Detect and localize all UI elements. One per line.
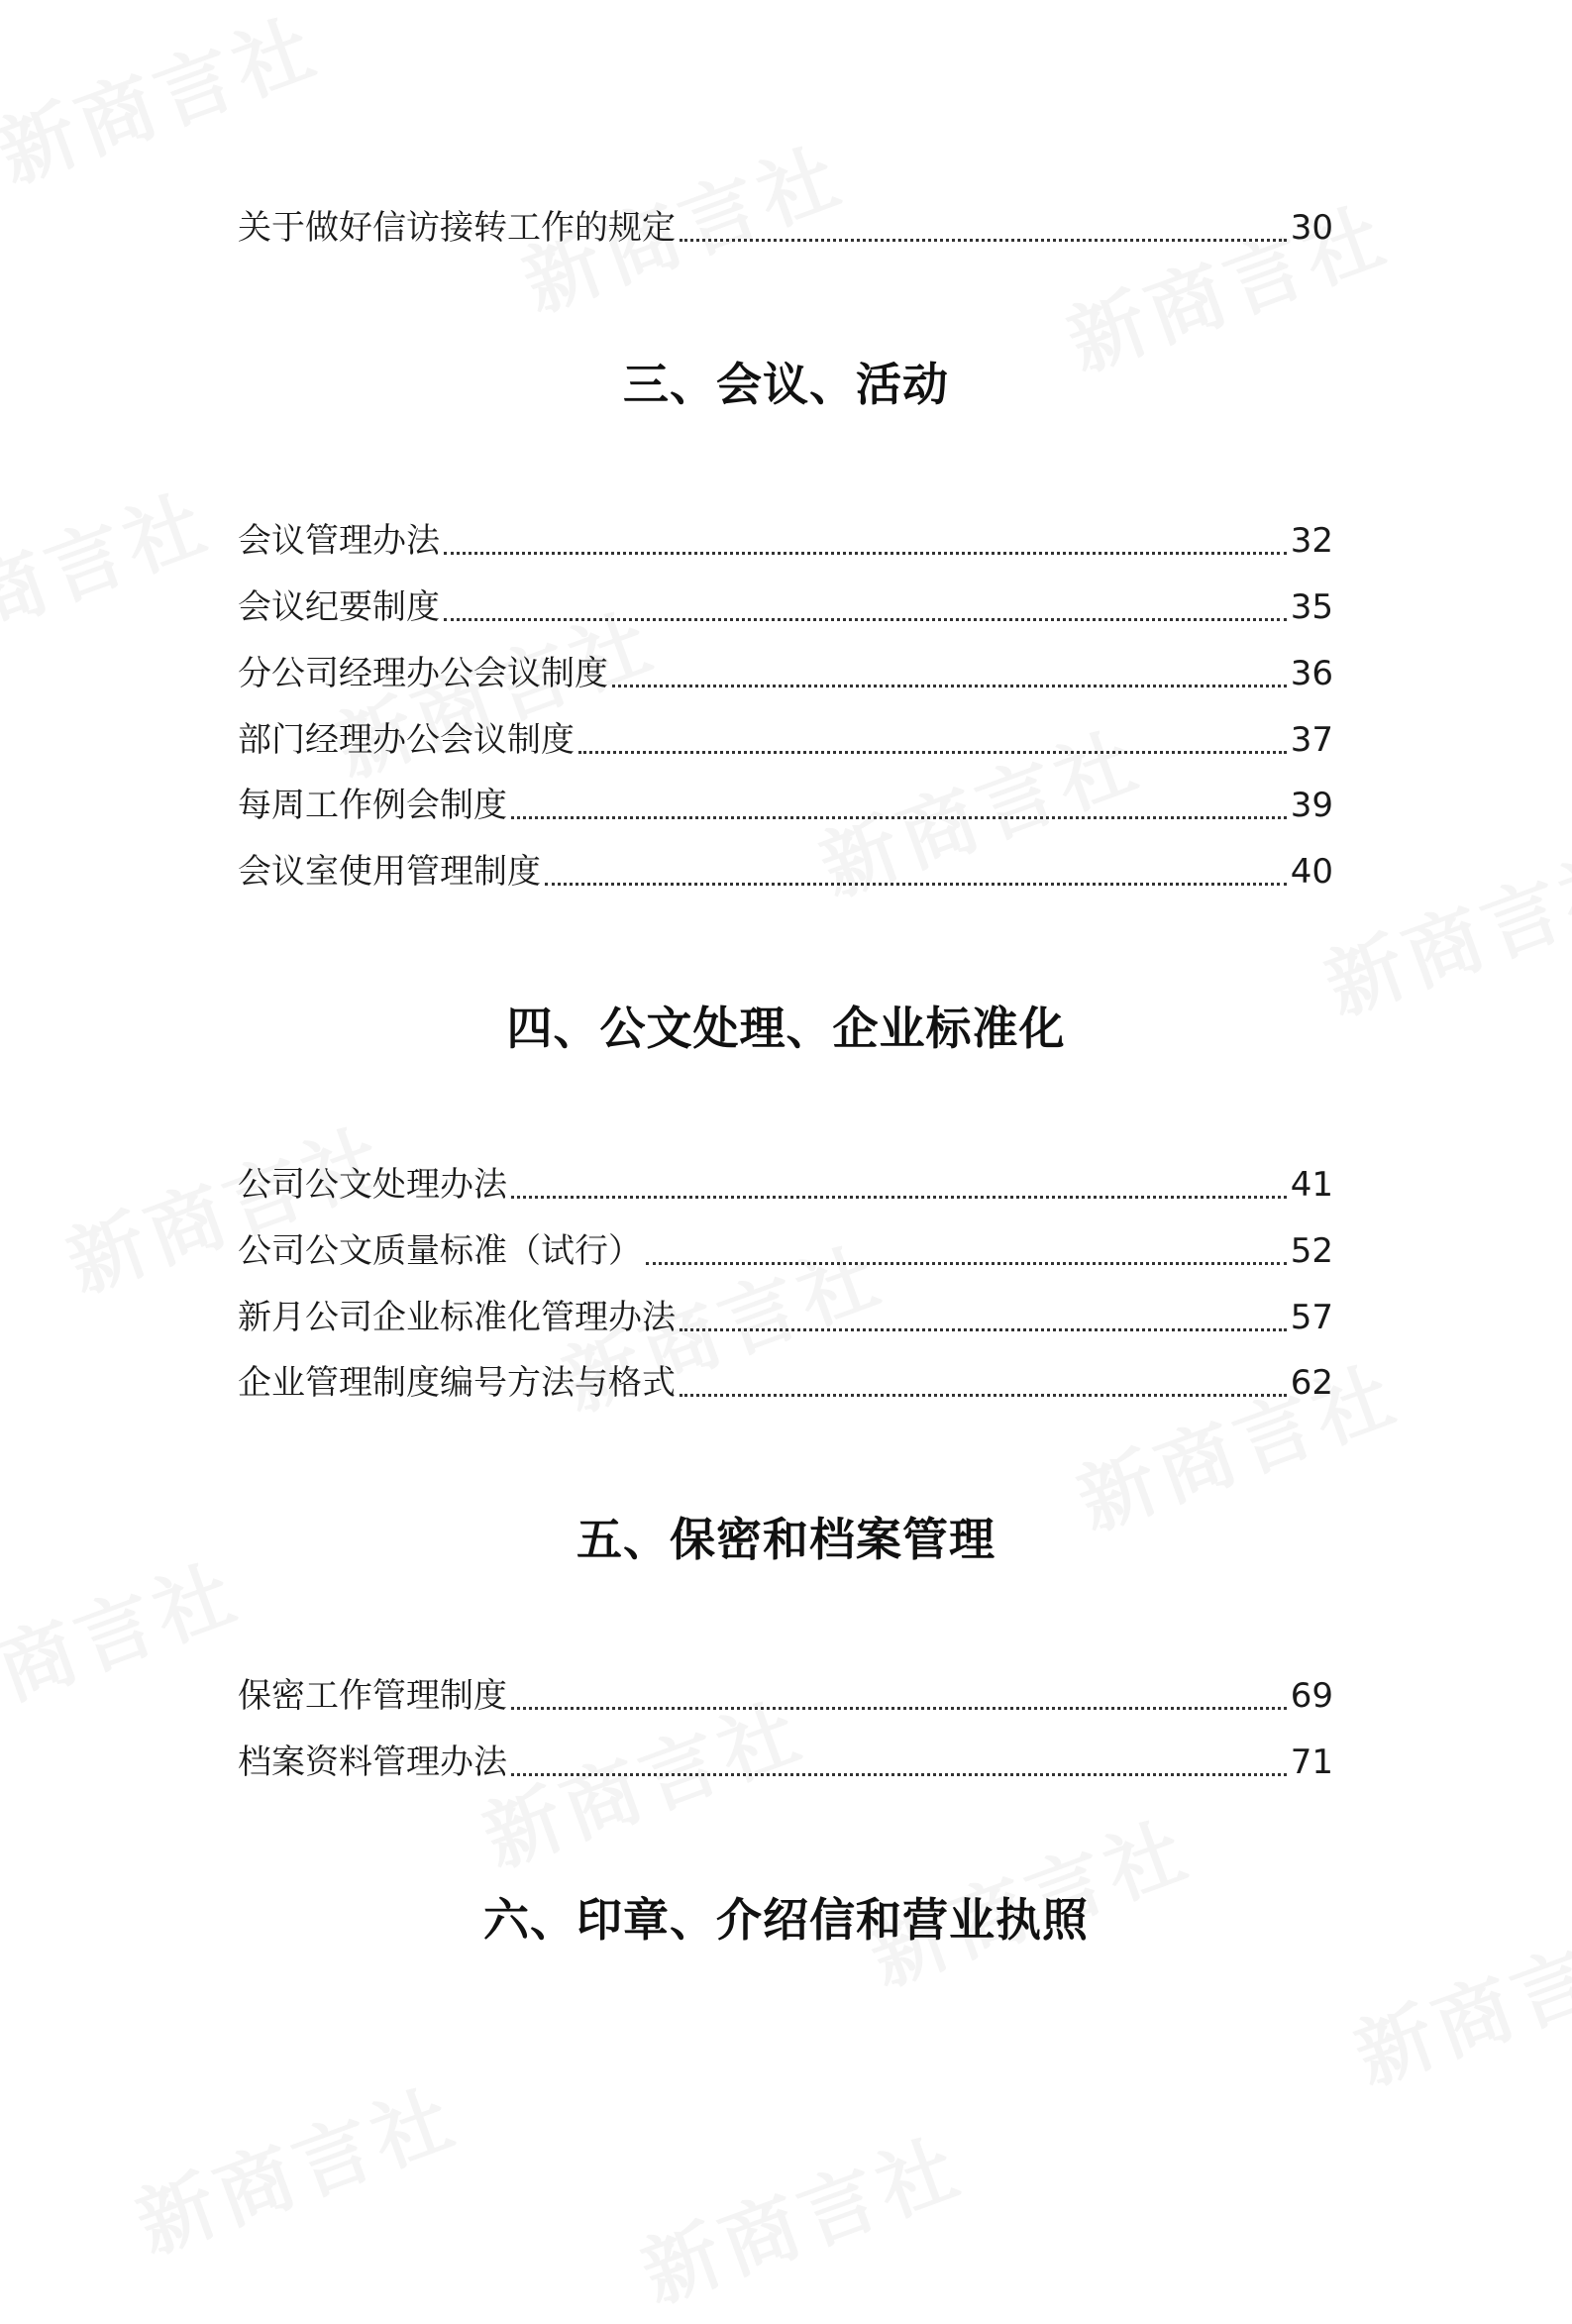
toc-entry[interactable] bbox=[238, 1292, 1333, 1343]
toc-entry-title: 档案资料管理办法 bbox=[238, 1743, 507, 1782]
toc-entry[interactable] bbox=[238, 1670, 1333, 1722]
toc-dot-leader bbox=[511, 1707, 1287, 1710]
toc-entry[interactable] bbox=[238, 1225, 1333, 1277]
toc-entry[interactable] bbox=[238, 1357, 1333, 1409]
toc-entry-page: 30 bbox=[1290, 208, 1333, 248]
toc-entry-title: 保密工作管理制度 bbox=[238, 1676, 507, 1716]
toc-entry-title: 会议管理办法 bbox=[238, 521, 440, 561]
toc-entry-title: 部门经理办公会议制度 bbox=[238, 720, 575, 760]
toc-entry-page: 69 bbox=[1290, 1676, 1333, 1716]
toc-dot-leader bbox=[612, 685, 1287, 687]
toc-entry-page: 35 bbox=[1290, 587, 1333, 627]
toc-entry-page: 40 bbox=[1290, 852, 1333, 892]
toc-dot-leader bbox=[578, 751, 1287, 754]
toc-dot-leader bbox=[511, 1196, 1287, 1199]
toc-entry-page: 32 bbox=[1290, 521, 1333, 561]
toc-entry-title: 分公司经理办公会议制度 bbox=[238, 654, 608, 693]
section-heading: 三、会议、活动 bbox=[623, 358, 949, 411]
toc-dot-leader bbox=[680, 1394, 1287, 1397]
toc-dot-leader bbox=[511, 1773, 1287, 1776]
toc-entry-page: 52 bbox=[1290, 1231, 1333, 1271]
toc-entry-title: 企业管理制度编号方法与格式 bbox=[238, 1363, 676, 1403]
toc-entry[interactable] bbox=[238, 714, 1333, 766]
toc-entry[interactable] bbox=[238, 1159, 1333, 1211]
toc-dot-leader bbox=[646, 1262, 1287, 1265]
toc-entry[interactable] bbox=[238, 515, 1333, 567]
toc-dot-leader bbox=[511, 816, 1287, 819]
toc-entry[interactable] bbox=[238, 780, 1333, 831]
toc-entry[interactable] bbox=[238, 846, 1333, 898]
toc-entry-title: 公司公文质量标准（试行） bbox=[238, 1231, 642, 1271]
toc-entry-page: 41 bbox=[1290, 1165, 1333, 1205]
toc-entry[interactable] bbox=[238, 648, 1333, 699]
toc-entry-page: 62 bbox=[1290, 1363, 1333, 1403]
toc-entry-page: 36 bbox=[1290, 654, 1333, 693]
toc-entry-title: 每周工作例会制度 bbox=[238, 786, 507, 825]
toc-dot-leader bbox=[444, 552, 1287, 555]
toc-entry-title: 会议室使用管理制度 bbox=[238, 852, 541, 892]
toc-entry-page: 71 bbox=[1290, 1743, 1333, 1782]
section-heading: 四、公文处理、企业标准化 bbox=[506, 1002, 1066, 1055]
toc-entry[interactable] bbox=[238, 1737, 1333, 1788]
toc-entry[interactable] bbox=[238, 202, 1333, 254]
toc-entry[interactable] bbox=[238, 581, 1333, 633]
toc-dot-leader bbox=[444, 618, 1287, 621]
toc-entry-title: 公司公文处理办法 bbox=[238, 1165, 507, 1205]
toc-entry-title: 新月公司企业标准化管理办法 bbox=[238, 1298, 676, 1337]
toc-entry-title: 会议纪要制度 bbox=[238, 587, 440, 627]
section-heading: 五、保密和档案管理 bbox=[576, 1513, 996, 1566]
toc-dot-leader bbox=[680, 1328, 1287, 1331]
toc-entry-title: 关于做好信访接转工作的规定 bbox=[238, 208, 676, 248]
toc-dot-leader bbox=[545, 883, 1287, 886]
section-heading: 六、印章、介绍信和营业执照 bbox=[483, 1893, 1089, 1947]
toc-entry-page: 39 bbox=[1290, 786, 1333, 825]
toc-dot-leader bbox=[680, 239, 1287, 242]
toc-entry-page: 57 bbox=[1290, 1298, 1333, 1337]
toc-entry-page: 37 bbox=[1290, 720, 1333, 760]
